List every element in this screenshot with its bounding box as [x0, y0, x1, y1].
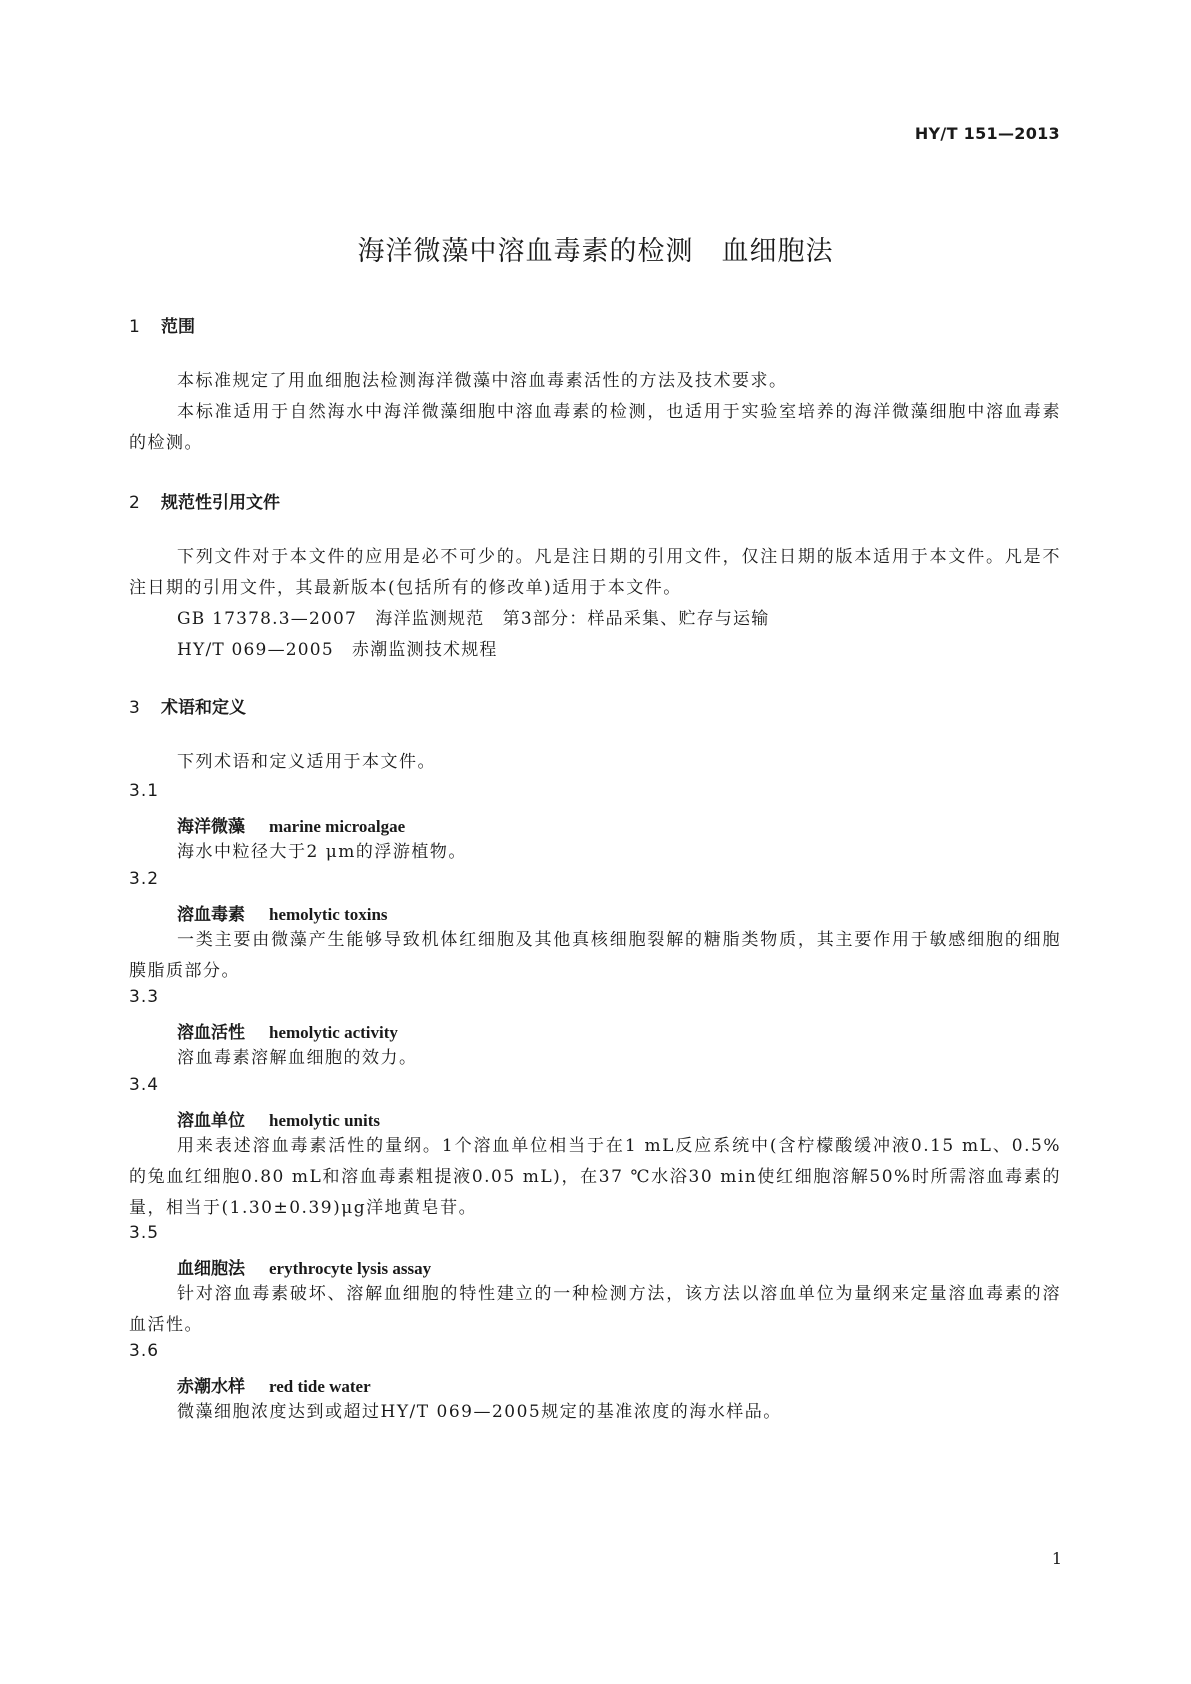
term-zh: 血细胞法	[177, 1259, 245, 1279]
term-en: marine microalgae	[269, 817, 406, 836]
term-number: 3.5	[129, 1223, 160, 1243]
term-en: hemolytic toxins	[269, 905, 388, 924]
term-en: hemolytic activity	[269, 1023, 398, 1042]
section-number: 2	[129, 493, 140, 513]
term-zh: 赤潮水样	[177, 1377, 245, 1397]
section-1-paragraph: 本标准适用于自然海水中海洋微藻细胞中溶血毒素的检测，也适用于实验室培养的海洋微藻细胞中溶血毒素的检测。	[129, 402, 1061, 453]
term-zh: 溶血毒素	[177, 905, 245, 925]
term-definition: 海水中粒径大于2 μm的浮游植物。	[177, 842, 467, 862]
standard-code: HY/T 151—2013	[914, 124, 1060, 143]
section-number: 3	[129, 698, 140, 718]
term-en: red tide water	[269, 1377, 371, 1396]
term-number: 3.4	[129, 1075, 160, 1095]
section-3-heading	[129, 693, 246, 718]
normative-reference: GB 17378.3—2007 海洋监测规范 第3部分：样品采集、贮存与运输	[177, 609, 770, 629]
term-entry	[177, 1106, 380, 1131]
term-zh: 溶血单位	[177, 1111, 245, 1131]
term-en: hemolytic units	[269, 1111, 380, 1130]
term-en: erythrocyte lysis assay	[269, 1259, 432, 1278]
section-1-heading	[129, 312, 195, 337]
term-definition: 微藻细胞浓度达到或超过HY/T 069—2005规定的基准浓度的海水样品。	[177, 1402, 782, 1422]
term-definition: 针对溶血毒素破坏、溶解血细胞的特性建立的一种检测方法，该方法以溶血单位为量纲来定量溶血毒素的溶血活性。	[129, 1284, 1061, 1335]
section-number: 1	[129, 317, 140, 337]
normative-reference: HY/T 069—2005 赤潮监测技术规程	[177, 640, 498, 660]
term-definition: 用来表述溶血毒素活性的量纲。1个溶血单位相当于在1 mL反应系统中(含柠檬酸缓冲液0.15 mL、0.5%的兔血红细胞0.80 mL和溶血毒素粗提液0.05 mL)，在37 ℃水浴30 min使红细胞溶解50%时所需溶血毒素的量，相当于(1.30±0.39)μg洋地黄皂苷。	[129, 1136, 1061, 1218]
term-entry	[177, 900, 388, 925]
section-1-paragraph: 本标准规定了用血细胞法检测海洋微藻中溶血毒素活性的方法及技术要求。	[177, 371, 788, 391]
term-entry	[177, 1254, 431, 1279]
term-zh: 溶血活性	[177, 1023, 245, 1043]
term-number: 3.2	[129, 869, 160, 889]
section-title: 术语和定义	[161, 698, 246, 718]
section-title: 规范性引用文件	[161, 493, 280, 513]
term-number: 3.6	[129, 1341, 160, 1361]
term-entry	[177, 1018, 398, 1043]
section-2-heading	[129, 488, 280, 513]
page-number: 1	[1051, 1549, 1062, 1568]
term-definition: 一类主要由微藻产生能够导致机体红细胞及其他真核细胞裂解的糖脂类物质，其主要作用于敏感细胞的细胞膜脂质部分。	[129, 930, 1061, 981]
section-2-paragraph: 下列文件对于本文件的应用是必不可少的。凡是注日期的引用文件，仅注日期的版本适用于本文件。凡是不注日期的引用文件，其最新版本(包括所有的修改单)适用于本文件。	[129, 547, 1061, 598]
document-title: 海洋微藻中溶血毒素的检测 血细胞法	[357, 236, 834, 267]
term-number: 3.1	[129, 781, 160, 801]
term-entry	[177, 812, 405, 837]
term-number: 3.3	[129, 987, 160, 1007]
term-definition: 溶血毒素溶解血细胞的效力。	[177, 1048, 418, 1068]
term-entry	[177, 1372, 371, 1397]
section-title: 范围	[161, 317, 195, 337]
term-zh: 海洋微藻	[177, 817, 245, 837]
section-3-intro: 下列术语和定义适用于本文件。	[177, 752, 436, 772]
